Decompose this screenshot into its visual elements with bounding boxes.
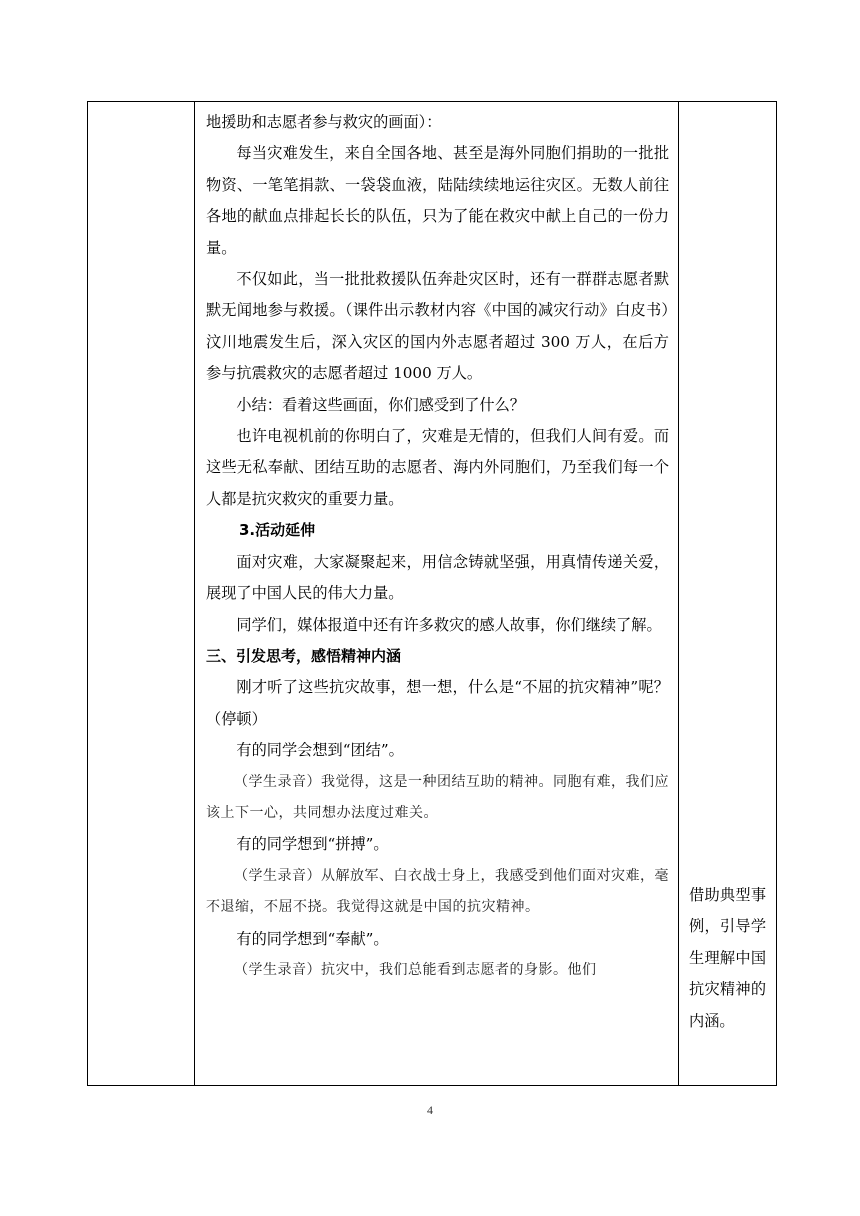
section-heading: 三、引发思考，感悟精神内涵 bbox=[206, 646, 402, 665]
paragraph: 有的同学想到“奉献”。 bbox=[236, 929, 389, 948]
paragraph: 有的同学想到“拼搏”。 bbox=[236, 835, 389, 854]
page-number: 4 bbox=[427, 1103, 433, 1117]
teaching-process-cell bbox=[195, 102, 679, 1086]
paragraph: 刚才听了这些抗灾故事，想一想，什么是“不屈的抗灾精神”呢？（停顿） bbox=[206, 678, 669, 728]
summary-question: 小结：看着这些画面，你们感受到了什么？ bbox=[236, 395, 525, 414]
student-recording-quote: （学生录音）抗灾中，我们总能看到志愿者的身影。他们 bbox=[234, 961, 597, 978]
design-intent-cell bbox=[679, 102, 777, 1086]
lesson-plan-table bbox=[87, 101, 777, 1086]
student-recording-quote: （学生录音）从解放军、白衣战士身上，我感受到他们面对灾难，毫不退缩，不屈不挠。我觉得这就是中国的抗灾精神。 bbox=[206, 867, 669, 916]
table-row bbox=[88, 102, 777, 1086]
paragraph: 也许电视机前的你明白了，灾难是无情的，但我们人间有爱。而这些无私奉献、团结互助的志愿者、海内外同胞们，乃至我们每一个人都是抗灾救灾的重要力量。 bbox=[206, 427, 669, 508]
paragraph: 每当灾难发生，来自全国各地、甚至是海外同胞们捐助的一批批物资、一笔笔捐款、一袋袋血液，陆陆续续地运往灾区。无数人前往各地的献血点排起长长的队伍，只为了能在救灾中献上自己的一份力量。 bbox=[206, 144, 669, 257]
design-intent-note: 借助典型事例，引导学生理解中国抗灾精神的内涵。 bbox=[689, 886, 766, 1030]
section-subheading: 3.活动延伸 bbox=[239, 521, 316, 540]
left-column-cell bbox=[88, 102, 195, 1086]
teaching-process-content bbox=[195, 102, 678, 986]
student-recording-quote: （学生录音）我觉得，这是一种团结互助的精神。同胞有难，我们应该上下一心，共同想办法度过难关。 bbox=[206, 773, 669, 821]
paragraph: 不仅如此，当一批批救援队伍奔赴灾区时，还有一群群志愿者默默无闻地参与救援。（课件出示教材内容《中国的减灾行动》白皮书）汶川地震发生后，深入灾区的国内外志愿者超过 300 万人，在后方参与抗震救灾的志愿者超过 1000 万人。 bbox=[206, 270, 669, 383]
paragraph: 同学们，媒体报道中还有许多救灾的感人故事，你们继续了解。 bbox=[236, 615, 662, 634]
paragraph: 面对灾难，大家凝聚起来，用信念铸就坚强，用真情传递关爱，展现了中国人民的伟大力量。 bbox=[206, 552, 669, 603]
paragraph: 有的同学会想到“团结”。 bbox=[236, 741, 404, 760]
paragraph: 地援助和志愿者参与救灾的画面）： bbox=[206, 113, 442, 131]
